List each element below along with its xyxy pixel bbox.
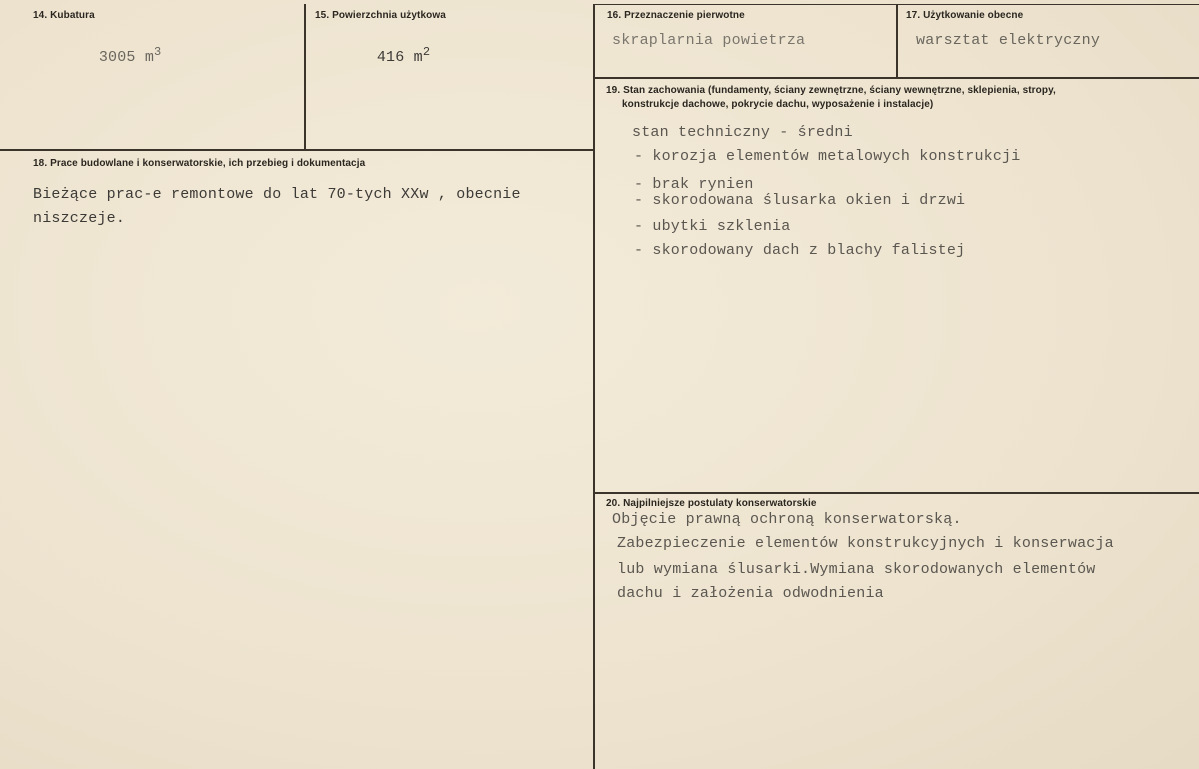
field-16-label: 16. Przeznaczenie pierwotne — [607, 10, 745, 21]
field-16-value: skraplarnia powietrza — [612, 32, 806, 49]
divider-v-2 — [593, 4, 595, 769]
field-18-line-1: Bieżące prac-e remontowe do lat 70-tych XXw , obecnie — [33, 186, 521, 203]
field-20-label: 20. Najpilniejsze postulaty konserwatorskie — [606, 498, 817, 509]
field-19-line-1: stan techniczny - średni — [632, 124, 853, 141]
field-14-label: 14. Kubatura — [33, 10, 95, 21]
field-20-line-4: dachu i założenia odwodnienia — [617, 585, 884, 602]
field-17-label: 17. Użytkowanie obecne — [906, 10, 1024, 21]
field-17-value: warsztat elektryczny — [916, 32, 1101, 49]
divider-v-3 — [896, 4, 898, 78]
field-14-unit-exponent: 3 — [154, 45, 162, 59]
field-14-value-text: 3005 m — [98, 49, 155, 66]
field-19-label-line-2: konstrukcje dachowe, pokrycie dachu, wyposażenie i instalacje) — [622, 99, 934, 110]
field-15-value-text: 416 m — [376, 49, 423, 66]
field-15-value — [340, 32, 430, 83]
field-19-line-4: - skorodowana ślusarka okien i drzwi — [634, 192, 966, 209]
field-19-label-line-1: 19. Stan zachowania (fundamenty, ściany zewnętrzne, ściany wewnętrzne, sklepienia, stropy, — [606, 85, 1056, 96]
field-14-value — [62, 32, 161, 83]
field-15-label: 15. Powierzchnia użytkowa — [315, 10, 446, 21]
divider-h-left — [0, 149, 595, 151]
field-19-line-3: - brak rynien — [634, 176, 754, 193]
divider-h-right-1 — [595, 77, 1199, 79]
field-18-line-2: niszczeje. — [33, 210, 126, 227]
field-20-line-2: Zabezpieczenie elementów konstrukcyjnych i konserwacja — [617, 535, 1114, 552]
field-19-line-2: - korozja elementów metalowych konstrukcji — [634, 148, 1021, 165]
field-19-line-6: - skorodowany dach z blachy falistej — [634, 242, 966, 259]
field-20-line-1: Objęcie prawną ochroną konserwatorską. — [612, 511, 962, 528]
divider-h-right-2 — [595, 492, 1199, 494]
field-15-unit-exponent: 2 — [422, 45, 431, 59]
field-19-line-5: - ubytki szklenia — [634, 218, 791, 235]
divider-v-1 — [304, 4, 306, 150]
field-18-label: 18. Prace budowlane i konserwatorskie, ich przebieg i dokumentacja — [33, 158, 366, 169]
field-20-line-3: lub wymiana ślusarki.Wymiana skorodowanych elementów — [617, 561, 1096, 578]
